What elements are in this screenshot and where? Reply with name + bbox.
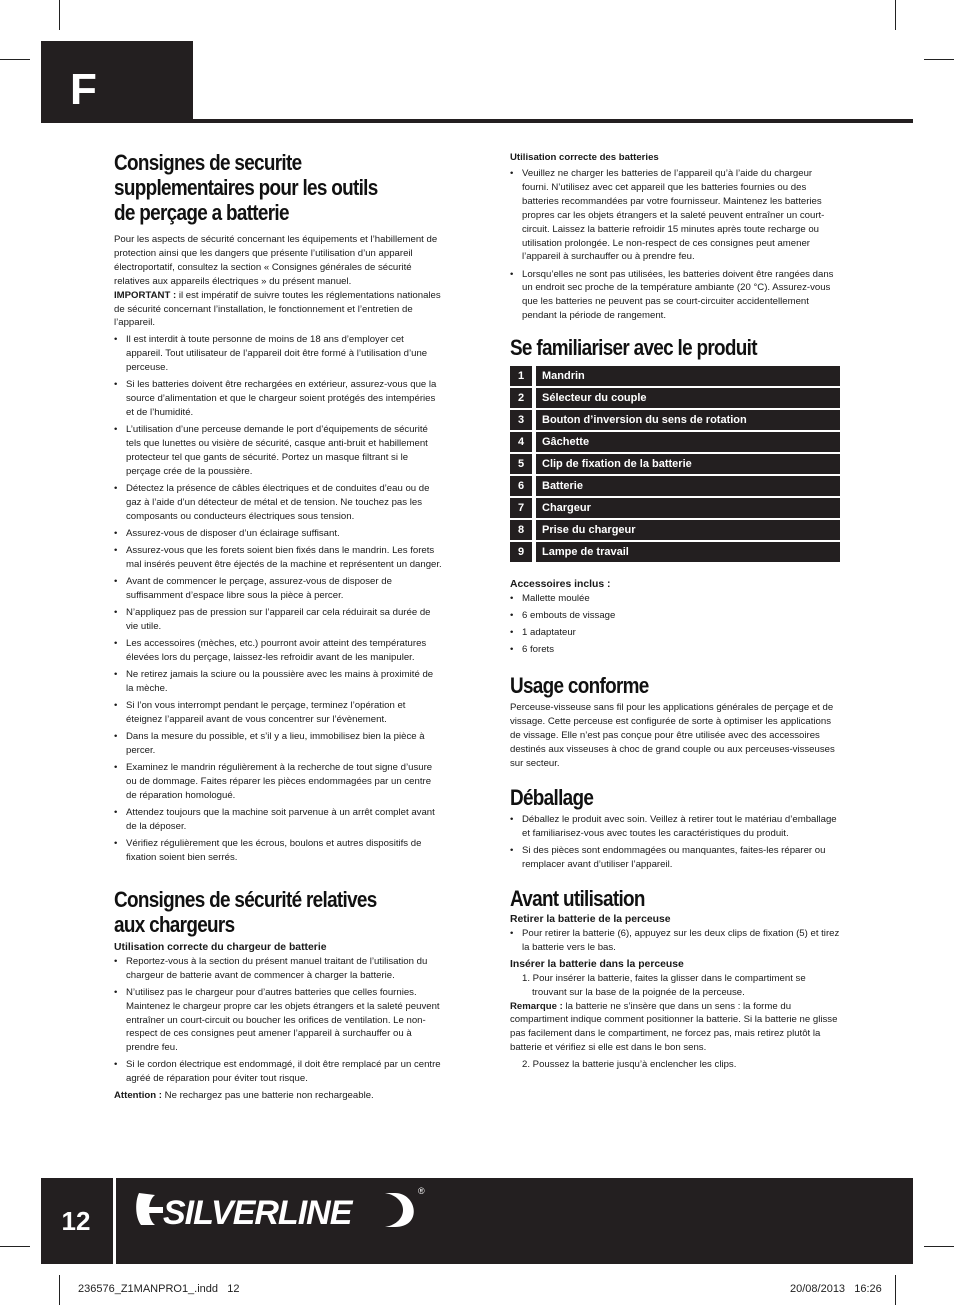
part-label: Prise du chargeur xyxy=(536,520,840,540)
table-row xyxy=(510,476,840,496)
list-item: • Ne retirez jamais la sciure ou la poussière avec les mains à proximité de la mèche. xyxy=(114,668,442,696)
silverline-logo-icon xyxy=(133,1187,423,1233)
crop-mark xyxy=(59,0,60,30)
language-letter: F xyxy=(70,65,97,114)
right-column xyxy=(510,151,840,1072)
part-number: 6 xyxy=(510,476,532,496)
part-number: 4 xyxy=(510,432,532,452)
list-item: • Reportez-vous à la section du présent manuel traitant de l’utilisation du chargeur de batterie avant de commencer à charger la batterie. xyxy=(114,955,442,983)
battery-subheading: Utilisation correcte des batteries xyxy=(510,152,659,163)
table-row xyxy=(510,498,840,518)
list-item: • Veuillez ne charger les batteries de l’appareil qu’à l’aide du chargeur fourni. N’utilisez avec cet appareil que les batteries fournies ou des batteries recommandées par votre fournisseur. Maintenez les batteries propres car les objets étrangers et la saleté peuvent entraîner un court-circuit. Laissez la batterie refroidir 15 minutes après toute recharge ou utilisation prolongée. Le non-respect de ces consignes peut amener l’appareil à surchauffer ou à prendre feu. xyxy=(510,167,840,264)
list-item: • N’utilisez pas le chargeur pour d’autres batteries que celles fournies. Maintenez le chargeur propre car les objets étrangers et la saleté peuvent entraîner un court-circuit ou boucher les orifices de ventilation. Le non-respect de ces consignes peut amener l’appareil à surchauffer ou à prendre feu. xyxy=(114,986,442,1056)
table-row xyxy=(510,520,840,540)
list-item: • Dans la mesure du possible, et s’il y a lieu, immobilisez bien la pièce à percer. xyxy=(114,730,442,758)
list-item: • Vérifiez régulièrement que les écrous, boulons et autres dispositifs de fixation soient bien serrés. xyxy=(114,837,442,865)
step-item: 1. Pour insérer la batterie, faites la glisser dans le compartiment se trouvant sur la base de la poignée de la perceuse. xyxy=(522,972,806,998)
section-title-unpacking: Déballage xyxy=(510,784,594,810)
part-label: Chargeur xyxy=(536,498,840,518)
file-slug: 236576_Z1MANPRO1_.indd 12 xyxy=(78,1283,240,1295)
remove-battery-subheading: Retirer la batterie de la perceuse xyxy=(510,913,671,925)
accessories-list xyxy=(510,592,840,657)
insert-steps-continued xyxy=(510,1058,840,1072)
attention-paragraph: Attention : Ne rechargez pas une batterie non rechargeable. xyxy=(114,1090,374,1102)
section-title-before-use: Avant utilisation xyxy=(510,885,645,911)
list-item: • Assurez-vous que les forets soient bien fixés dans le mandrin. Les forets mal insérés peuvent être éjectés de la machine et représentent un danger. xyxy=(114,544,442,572)
page-number: 12 xyxy=(61,1206,91,1236)
table-row xyxy=(510,454,840,474)
step-item: 2. Poussez la batterie jusqu’à enclencher les clips. xyxy=(522,1059,737,1071)
list-item: • Pour retirer la batterie (6), appuyez sur les deux clips de fixation (5) et tirez la batterie vers le bas. xyxy=(510,927,840,955)
list-item: • 6 embouts de vissage xyxy=(510,609,840,623)
unpacking-list xyxy=(510,813,840,872)
list-item: • Avant de commencer le perçage, assurez-vous de disposer de suffisamment d’espace libre sous la pièce à percer. xyxy=(114,575,442,603)
list-item: • Si l’on vous interrompt pendant le perçage, terminez l’opération et éteignez l’appareil avant de vous concentrer sur l’évènement. xyxy=(114,699,442,727)
crop-mark xyxy=(59,1275,60,1305)
table-row xyxy=(510,388,840,408)
list-item: • Détectez la présence de câbles électriques et de conduites d’eau ou de gaz à l’aide d’un détecteur de métal et de tension. Ne touchez pas les composants ou conducteurs électriques sous tension. xyxy=(114,482,442,524)
charger-safety-list xyxy=(114,955,442,1087)
part-label: Sélecteur du couple xyxy=(536,388,840,408)
part-label: Clip de fixation de la batterie xyxy=(536,454,840,474)
header-rule xyxy=(193,119,913,123)
part-label: Batterie xyxy=(536,476,840,496)
svg-text:SILVERLINE: SILVERLINE xyxy=(163,1194,352,1232)
part-number: 7 xyxy=(510,498,532,518)
part-label: Bouton d’inversion du sens de rotation xyxy=(536,410,840,430)
list-item: • 6 forets xyxy=(510,643,840,657)
remove-battery-list xyxy=(510,927,840,955)
section-title-product: Se familiariser avec le produit xyxy=(510,335,757,361)
crop-mark xyxy=(0,1246,30,1247)
drilling-safety-list xyxy=(114,333,442,864)
charger-subheading: Utilisation correcte du chargeur de batterie xyxy=(114,941,327,953)
table-row xyxy=(510,410,840,430)
crop-mark xyxy=(895,0,896,30)
list-item: • Examinez le mandrin régulièrement à la recherche de tout signe d’usure ou de dommage. Faites réparer les pièces endommagées par un centre de réparation homologué. xyxy=(114,761,442,803)
list-item: • Attendez toujours que la machine soit parvenue à un arrêt complet avant de la déposer. xyxy=(114,806,442,834)
important-paragraph: IMPORTANT : il est impératif de suivre toutes les réglementations nationales de sécurité concernant l’installation, le fonctionnement et l’entretien de l’appareil. xyxy=(114,289,441,329)
insert-battery-subheading: Insérer la batterie dans la perceuse xyxy=(510,958,684,970)
insert-steps xyxy=(510,972,840,1000)
list-item: • N’appliquez pas de pression sur l’appareil car cela réduirait sa durée de vie utile. xyxy=(114,606,442,634)
table-row xyxy=(510,432,840,452)
date-slug: 20/08/2013 16:26 xyxy=(790,1283,882,1295)
note-paragraph: Remarque : la batterie ne s’insère que dans un sens : la forme du compartiment indique comment positionner la batterie. Si la batterie ne glisse pas facilement dans le compartiment, ne forcez pas, mais retirez plutôt la batterie et vérifiez si elle est dans le bon sens. xyxy=(510,1000,838,1054)
part-number: 2 xyxy=(510,388,532,408)
list-item: • Déballez le produit avec soin. Veillez à retirer tout le matériau d’emballage et familiarisez-vous avec toutes les caractéristiques du produit. xyxy=(510,813,840,841)
section-title-charger-safety: Consignes de sécurité relatives aux chargeurs xyxy=(114,886,377,937)
list-item: • Si le cordon électrique est endommagé, il doit être remplacé par un centre agréé de réparation pour éviter tout risque. xyxy=(114,1058,442,1086)
crop-mark xyxy=(924,1246,954,1247)
list-item: • L’utilisation d’une perceuse demande le port d’équipements de sécurité tels que lunettes ou visière de sécurité, casque anti-bruit et habillement protecteur tel que gants de sécurité. Portez un masque filtrant si le perçage crée de la poussière. xyxy=(114,423,442,479)
section-title-drilling-safety: Consignes de securite supplementaires pour les outils de perçage a batterie xyxy=(114,150,378,225)
registered-mark: ® xyxy=(418,1186,425,1196)
part-number: 8 xyxy=(510,520,532,540)
footer-divider xyxy=(113,1178,116,1264)
part-label: Lampe de travail xyxy=(536,542,840,562)
list-item: • Si les batteries doivent être rechargées en extérieur, assurez-vous que la source d’alimentation et que le chargeur soient protégés des intempéries et de l’humidité. xyxy=(114,378,442,420)
table-row xyxy=(510,542,840,562)
list-item: • Lorsqu’elles ne sont pas utilisées, les batteries doivent être rangées dans un endroit sec proche de la température ambiante (20 °C). Assurez-vous que les batteries ne peuvent pas se court-circuiter accidentellement pendant la période de rangement. xyxy=(510,268,840,324)
part-number: 3 xyxy=(510,410,532,430)
part-number: 1 xyxy=(510,366,532,386)
crop-mark xyxy=(0,59,30,60)
part-label: Gâchette xyxy=(536,432,840,452)
part-label: Mandrin xyxy=(536,366,840,386)
part-number: 5 xyxy=(510,454,532,474)
left-column xyxy=(114,150,442,1103)
part-number: 9 xyxy=(510,542,532,562)
list-item: • Il est interdit à toute personne de moins de 18 ans d’employer cet appareil. Tout utilisateur de l’appareil doit être formé à l’utilisation d’une perceuse. xyxy=(114,333,442,375)
table-row xyxy=(510,366,840,386)
accessories-subheading: Accessoires inclus : xyxy=(510,579,611,591)
battery-list xyxy=(510,167,840,323)
list-item: • Si des pièces sont endommagées ou manquantes, faites-les réparer ou remplacer avant d’utiliser l’appareil. xyxy=(510,844,840,872)
usage-paragraph: Perceuse-visseuse sans fil pour les applications générales de perçage et de vissage. Cette perceuse est configurée de sorte à optimiser les applications de vissage. Elle n’est pas conçue pour être utilisée avec des accessoires destinés aux visseuses à choc de grand couple ou aux perceuses-visseuses sur secteur. xyxy=(510,702,835,769)
parts-table xyxy=(510,364,840,564)
list-item: • Assurez-vous de disposer d’un éclairage suffisant. xyxy=(114,527,442,541)
silverline-logo xyxy=(133,1187,423,1238)
crop-mark xyxy=(924,59,954,60)
crop-mark xyxy=(895,1275,896,1305)
list-item: • Mallette moulée xyxy=(510,592,840,606)
intro-paragraph: Pour les aspects de sécurité concernant les équipements et l’habillement de protection ainsi que les dangers que présente l’utilisation d’un appareil électroportatif, consultez la section « Consignes générales de sécurité relatives aux appareils électriques » du présent manuel. xyxy=(114,234,438,287)
list-item: • Les accessoires (mèches, etc.) pourront avoir atteint des températures élevées lors du perçage, laissez-les refroidir avant de les manipuler. xyxy=(114,637,442,665)
language-tab xyxy=(41,41,193,123)
list-item: • 1 adaptateur xyxy=(510,626,840,640)
section-title-usage: Usage conforme xyxy=(510,673,649,699)
